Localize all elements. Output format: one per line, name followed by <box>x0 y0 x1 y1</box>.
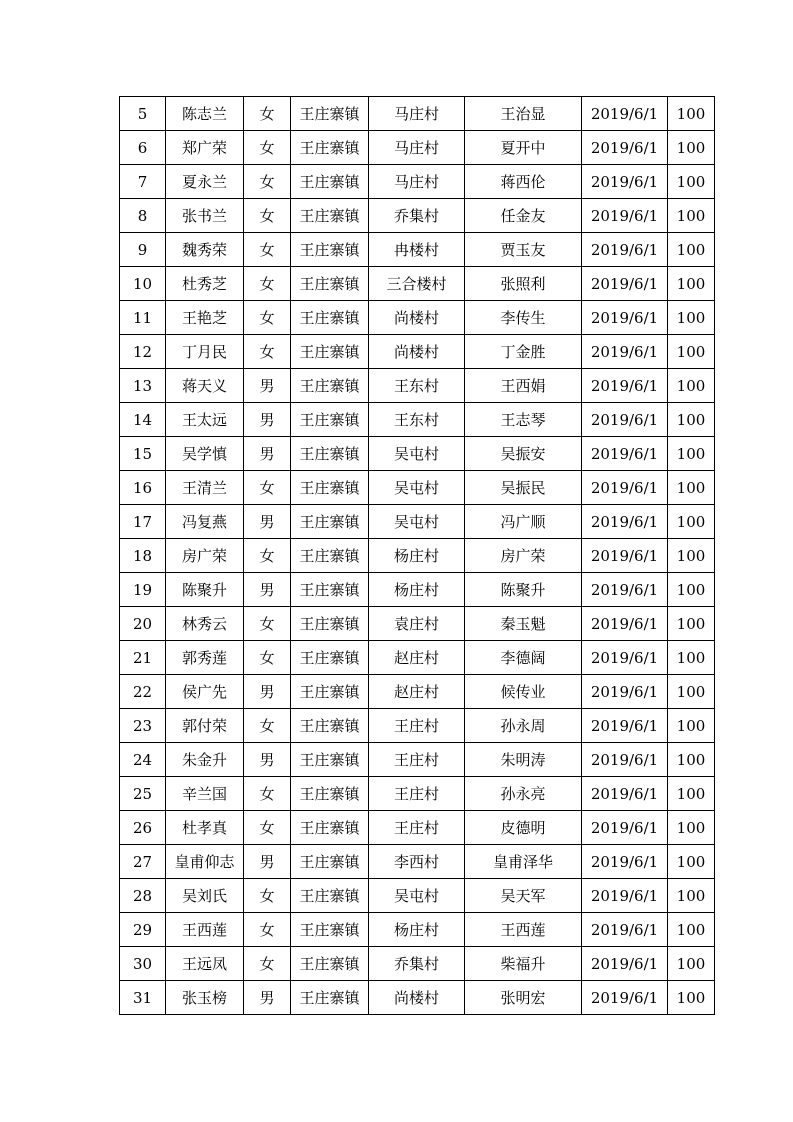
date-cell: 2019/6/1 <box>582 913 668 947</box>
village-cell: 袁庄村 <box>369 607 465 641</box>
name-cell: 王西莲 <box>166 913 244 947</box>
date-cell: 2019/6/1 <box>582 981 668 1015</box>
table-row <box>120 505 715 539</box>
serial-number-cell: 13 <box>120 369 166 403</box>
name-cell: 丁月民 <box>166 335 244 369</box>
gender-cell: 女 <box>244 539 291 573</box>
amount-cell: 100 <box>668 199 715 233</box>
gender-cell: 女 <box>244 879 291 913</box>
table-row <box>120 641 715 675</box>
village-cell: 吴屯村 <box>369 879 465 913</box>
gender-cell: 女 <box>244 913 291 947</box>
recipient-cell: 夏开中 <box>465 131 582 165</box>
village-cell: 杨庄村 <box>369 539 465 573</box>
village-cell: 马庄村 <box>369 131 465 165</box>
date-cell: 2019/6/1 <box>582 607 668 641</box>
date-cell: 2019/6/1 <box>582 641 668 675</box>
gender-cell: 男 <box>244 675 291 709</box>
table-row <box>120 267 715 301</box>
serial-number-cell: 21 <box>120 641 166 675</box>
table-row <box>120 947 715 981</box>
table-row <box>120 607 715 641</box>
recipient-cell: 张明宏 <box>465 981 582 1015</box>
town-cell: 王庄寨镇 <box>291 233 369 267</box>
village-cell: 吴屯村 <box>369 437 465 471</box>
table-row <box>120 811 715 845</box>
table-row <box>120 131 715 165</box>
date-cell: 2019/6/1 <box>582 573 668 607</box>
recipient-cell: 柴福升 <box>465 947 582 981</box>
village-cell: 王庄村 <box>369 709 465 743</box>
serial-number-cell: 18 <box>120 539 166 573</box>
gender-cell: 男 <box>244 505 291 539</box>
village-cell: 吴屯村 <box>369 471 465 505</box>
table-row <box>120 471 715 505</box>
date-cell: 2019/6/1 <box>582 845 668 879</box>
gender-cell: 女 <box>244 301 291 335</box>
name-cell: 王远凤 <box>166 947 244 981</box>
amount-cell: 100 <box>668 369 715 403</box>
serial-number-cell: 11 <box>120 301 166 335</box>
gender-cell: 女 <box>244 233 291 267</box>
table-row <box>120 97 715 131</box>
serial-number-cell: 29 <box>120 913 166 947</box>
roster-body <box>120 97 715 1015</box>
name-cell: 王清兰 <box>166 471 244 505</box>
village-cell: 王东村 <box>369 369 465 403</box>
recipient-cell: 王西莲 <box>465 913 582 947</box>
recipient-cell: 孙永周 <box>465 709 582 743</box>
town-cell: 王庄寨镇 <box>291 301 369 335</box>
town-cell: 王庄寨镇 <box>291 165 369 199</box>
amount-cell: 100 <box>668 879 715 913</box>
name-cell: 张书兰 <box>166 199 244 233</box>
date-cell: 2019/6/1 <box>582 301 668 335</box>
date-cell: 2019/6/1 <box>582 879 668 913</box>
gender-cell: 女 <box>244 709 291 743</box>
village-cell: 赵庄村 <box>369 641 465 675</box>
recipient-cell: 秦玉魁 <box>465 607 582 641</box>
table-row <box>120 301 715 335</box>
town-cell: 王庄寨镇 <box>291 403 369 437</box>
gender-cell: 女 <box>244 199 291 233</box>
amount-cell: 100 <box>668 165 715 199</box>
amount-cell: 100 <box>668 845 715 879</box>
date-cell: 2019/6/1 <box>582 199 668 233</box>
serial-number-cell: 10 <box>120 267 166 301</box>
amount-cell: 100 <box>668 777 715 811</box>
amount-cell: 100 <box>668 403 715 437</box>
name-cell: 冯复燕 <box>166 505 244 539</box>
name-cell: 辛兰国 <box>166 777 244 811</box>
table-row <box>120 675 715 709</box>
serial-number-cell: 22 <box>120 675 166 709</box>
town-cell: 王庄寨镇 <box>291 743 369 777</box>
amount-cell: 100 <box>668 471 715 505</box>
name-cell: 郭秀莲 <box>166 641 244 675</box>
gender-cell: 女 <box>244 335 291 369</box>
village-cell: 三合楼村 <box>369 267 465 301</box>
date-cell: 2019/6/1 <box>582 335 668 369</box>
town-cell: 王庄寨镇 <box>291 981 369 1015</box>
date-cell: 2019/6/1 <box>582 777 668 811</box>
town-cell: 王庄寨镇 <box>291 369 369 403</box>
date-cell: 2019/6/1 <box>582 369 668 403</box>
date-cell: 2019/6/1 <box>582 505 668 539</box>
village-cell: 杨庄村 <box>369 573 465 607</box>
recipient-cell: 王西娟 <box>465 369 582 403</box>
date-cell: 2019/6/1 <box>582 709 668 743</box>
serial-number-cell: 27 <box>120 845 166 879</box>
table-row <box>120 165 715 199</box>
serial-number-cell: 23 <box>120 709 166 743</box>
town-cell: 王庄寨镇 <box>291 709 369 743</box>
serial-number-cell: 28 <box>120 879 166 913</box>
village-cell: 乔集村 <box>369 199 465 233</box>
table-row <box>120 437 715 471</box>
amount-cell: 100 <box>668 709 715 743</box>
table-row <box>120 777 715 811</box>
gender-cell: 女 <box>244 131 291 165</box>
date-cell: 2019/6/1 <box>582 403 668 437</box>
amount-cell: 100 <box>668 335 715 369</box>
gender-cell: 男 <box>244 437 291 471</box>
name-cell: 夏永兰 <box>166 165 244 199</box>
village-cell: 王庄村 <box>369 777 465 811</box>
recipient-cell: 吴振安 <box>465 437 582 471</box>
recipient-cell: 丁金胜 <box>465 335 582 369</box>
recipient-cell: 李传生 <box>465 301 582 335</box>
date-cell: 2019/6/1 <box>582 539 668 573</box>
town-cell: 王庄寨镇 <box>291 539 369 573</box>
serial-number-cell: 14 <box>120 403 166 437</box>
name-cell: 侯广先 <box>166 675 244 709</box>
name-cell: 魏秀荣 <box>166 233 244 267</box>
serial-number-cell: 25 <box>120 777 166 811</box>
gender-cell: 男 <box>244 743 291 777</box>
town-cell: 王庄寨镇 <box>291 641 369 675</box>
serial-number-cell: 17 <box>120 505 166 539</box>
town-cell: 王庄寨镇 <box>291 675 369 709</box>
town-cell: 王庄寨镇 <box>291 845 369 879</box>
gender-cell: 男 <box>244 981 291 1015</box>
village-cell: 李西村 <box>369 845 465 879</box>
name-cell: 房广荣 <box>166 539 244 573</box>
recipient-cell: 冯广顺 <box>465 505 582 539</box>
town-cell: 王庄寨镇 <box>291 471 369 505</box>
amount-cell: 100 <box>668 573 715 607</box>
recipient-cell: 朱明涛 <box>465 743 582 777</box>
table-row <box>120 879 715 913</box>
town-cell: 王庄寨镇 <box>291 437 369 471</box>
table-row <box>120 845 715 879</box>
recipient-cell: 皮德明 <box>465 811 582 845</box>
amount-cell: 100 <box>668 437 715 471</box>
recipient-cell: 李德阔 <box>465 641 582 675</box>
village-cell: 尚楼村 <box>369 301 465 335</box>
serial-number-cell: 12 <box>120 335 166 369</box>
table-row <box>120 539 715 573</box>
gender-cell: 女 <box>244 777 291 811</box>
date-cell: 2019/6/1 <box>582 165 668 199</box>
recipient-cell: 张照利 <box>465 267 582 301</box>
name-cell: 杜孝真 <box>166 811 244 845</box>
recipient-cell: 吴天军 <box>465 879 582 913</box>
name-cell: 张玉榜 <box>166 981 244 1015</box>
name-cell: 郭付荣 <box>166 709 244 743</box>
amount-cell: 100 <box>668 981 715 1015</box>
gender-cell: 女 <box>244 471 291 505</box>
gender-cell: 女 <box>244 267 291 301</box>
village-cell: 乔集村 <box>369 947 465 981</box>
amount-cell: 100 <box>668 675 715 709</box>
amount-cell: 100 <box>668 743 715 777</box>
recipient-cell: 王志琴 <box>465 403 582 437</box>
village-cell: 马庄村 <box>369 165 465 199</box>
name-cell: 蒋天义 <box>166 369 244 403</box>
recipient-cell: 孙永亮 <box>465 777 582 811</box>
serial-number-cell: 31 <box>120 981 166 1015</box>
serial-number-cell: 9 <box>120 233 166 267</box>
town-cell: 王庄寨镇 <box>291 97 369 131</box>
serial-number-cell: 6 <box>120 131 166 165</box>
date-cell: 2019/6/1 <box>582 267 668 301</box>
amount-cell: 100 <box>668 131 715 165</box>
name-cell: 王太远 <box>166 403 244 437</box>
name-cell: 王艳芝 <box>166 301 244 335</box>
date-cell: 2019/6/1 <box>582 233 668 267</box>
amount-cell: 100 <box>668 811 715 845</box>
name-cell: 陈志兰 <box>166 97 244 131</box>
gender-cell: 男 <box>244 573 291 607</box>
recipient-cell: 吴振民 <box>465 471 582 505</box>
name-cell: 郑广荣 <box>166 131 244 165</box>
serial-number-cell: 16 <box>120 471 166 505</box>
town-cell: 王庄寨镇 <box>291 777 369 811</box>
amount-cell: 100 <box>668 97 715 131</box>
gender-cell: 女 <box>244 641 291 675</box>
village-cell: 尚楼村 <box>369 981 465 1015</box>
date-cell: 2019/6/1 <box>582 97 668 131</box>
table-row <box>120 981 715 1015</box>
serial-number-cell: 26 <box>120 811 166 845</box>
gender-cell: 男 <box>244 845 291 879</box>
recipient-cell: 陈聚升 <box>465 573 582 607</box>
table-row <box>120 335 715 369</box>
name-cell: 吴刘氏 <box>166 879 244 913</box>
serial-number-cell: 15 <box>120 437 166 471</box>
town-cell: 王庄寨镇 <box>291 267 369 301</box>
village-cell: 马庄村 <box>369 97 465 131</box>
village-cell: 王庄村 <box>369 811 465 845</box>
village-cell: 尚楼村 <box>369 335 465 369</box>
name-cell: 朱金升 <box>166 743 244 777</box>
date-cell: 2019/6/1 <box>582 471 668 505</box>
amount-cell: 100 <box>668 607 715 641</box>
amount-cell: 100 <box>668 641 715 675</box>
name-cell: 林秀云 <box>166 607 244 641</box>
recipient-cell: 皇甫泽华 <box>465 845 582 879</box>
serial-number-cell: 5 <box>120 97 166 131</box>
date-cell: 2019/6/1 <box>582 675 668 709</box>
date-cell: 2019/6/1 <box>582 811 668 845</box>
table-row <box>120 743 715 777</box>
gender-cell: 男 <box>244 369 291 403</box>
date-cell: 2019/6/1 <box>582 947 668 981</box>
serial-number-cell: 30 <box>120 947 166 981</box>
amount-cell: 100 <box>668 539 715 573</box>
amount-cell: 100 <box>668 913 715 947</box>
village-cell: 王东村 <box>369 403 465 437</box>
table-row <box>120 199 715 233</box>
name-cell: 吴学慎 <box>166 437 244 471</box>
village-cell: 王庄村 <box>369 743 465 777</box>
recipient-cell: 王治显 <box>465 97 582 131</box>
town-cell: 王庄寨镇 <box>291 913 369 947</box>
roster-table <box>119 96 715 1015</box>
town-cell: 王庄寨镇 <box>291 607 369 641</box>
table-row <box>120 369 715 403</box>
recipient-cell: 贾玉友 <box>465 233 582 267</box>
amount-cell: 100 <box>668 267 715 301</box>
town-cell: 王庄寨镇 <box>291 573 369 607</box>
gender-cell: 男 <box>244 403 291 437</box>
serial-number-cell: 8 <box>120 199 166 233</box>
date-cell: 2019/6/1 <box>582 743 668 777</box>
town-cell: 王庄寨镇 <box>291 131 369 165</box>
town-cell: 王庄寨镇 <box>291 811 369 845</box>
town-cell: 王庄寨镇 <box>291 335 369 369</box>
amount-cell: 100 <box>668 505 715 539</box>
table-row <box>120 573 715 607</box>
serial-number-cell: 24 <box>120 743 166 777</box>
gender-cell: 女 <box>244 97 291 131</box>
recipient-cell: 蒋西伦 <box>465 165 582 199</box>
name-cell: 杜秀芝 <box>166 267 244 301</box>
serial-number-cell: 19 <box>120 573 166 607</box>
town-cell: 王庄寨镇 <box>291 947 369 981</box>
village-cell: 杨庄村 <box>369 913 465 947</box>
serial-number-cell: 20 <box>120 607 166 641</box>
date-cell: 2019/6/1 <box>582 437 668 471</box>
table-row <box>120 233 715 267</box>
gender-cell: 女 <box>244 811 291 845</box>
gender-cell: 女 <box>244 165 291 199</box>
village-cell: 赵庄村 <box>369 675 465 709</box>
gender-cell: 女 <box>244 947 291 981</box>
town-cell: 王庄寨镇 <box>291 505 369 539</box>
recipient-cell: 候传业 <box>465 675 582 709</box>
amount-cell: 100 <box>668 233 715 267</box>
recipient-cell: 房广荣 <box>465 539 582 573</box>
town-cell: 王庄寨镇 <box>291 879 369 913</box>
table-row <box>120 709 715 743</box>
name-cell: 陈聚升 <box>166 573 244 607</box>
amount-cell: 100 <box>668 947 715 981</box>
village-cell: 吴屯村 <box>369 505 465 539</box>
recipient-cell: 任金友 <box>465 199 582 233</box>
serial-number-cell: 7 <box>120 165 166 199</box>
amount-cell: 100 <box>668 301 715 335</box>
town-cell: 王庄寨镇 <box>291 199 369 233</box>
village-cell: 冉楼村 <box>369 233 465 267</box>
name-cell: 皇甫仰志 <box>166 845 244 879</box>
table-row <box>120 913 715 947</box>
table-row <box>120 403 715 437</box>
gender-cell: 女 <box>244 607 291 641</box>
date-cell: 2019/6/1 <box>582 131 668 165</box>
